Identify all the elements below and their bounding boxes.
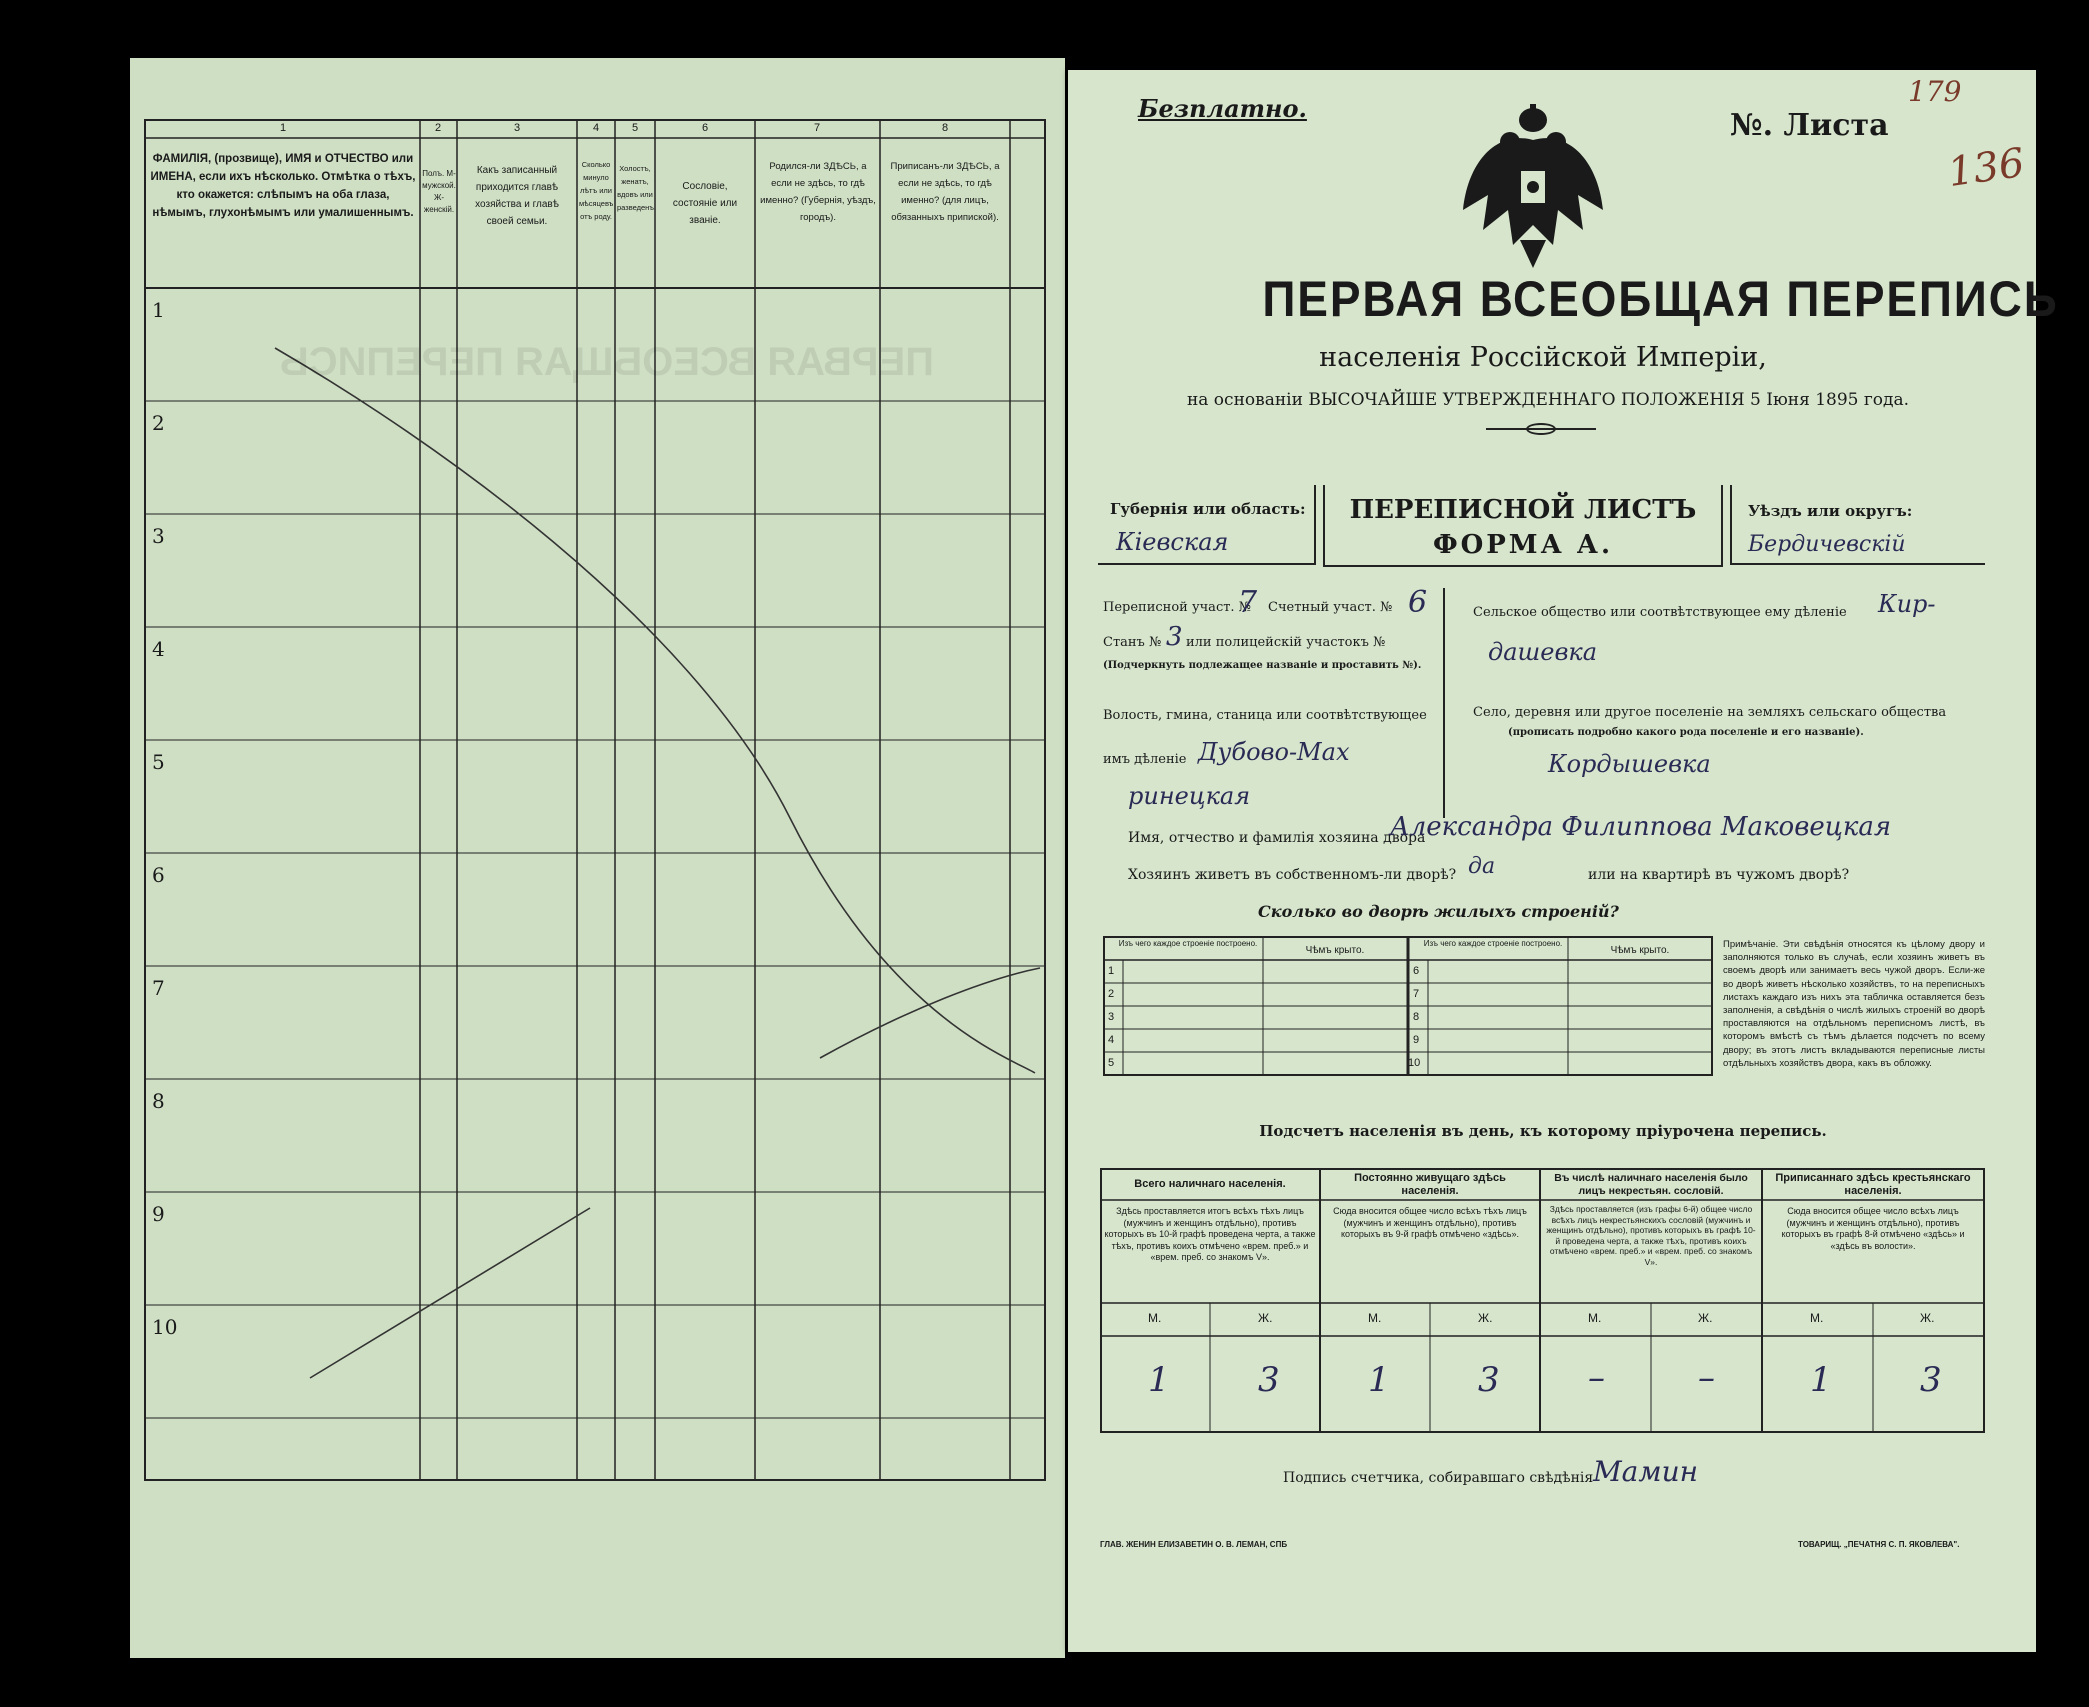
col-header-marital: Холостъ, женатъ, вдовъ или разведенъ. [617,164,657,212]
bt-head-material: Изъ чего каждое строеніе построено. [1423,939,1563,948]
col-number: 4 [593,122,600,134]
count-m-value: 1 [1810,1360,1832,1400]
page-title: ПЕРВАЯ ВСЕОБЩАЯ ПЕРЕПИСЬ [1262,271,2059,327]
col-header-estate: Сословіе, состояніе или званіе. [672,181,738,226]
col-header-name: ФАМИЛІЯ, (прозвище), ИМЯ и ОТЧЕСТВО или ИМЕНА, если ихъ нѣсколько. Отмѣтка о тѣхъ, кто окажется: слѣпымъ на оба глаза, нѣмымъ, глухонѣмымъ или умалишеннымъ. [150,153,416,219]
right-page [1068,70,2059,1652]
volost-label-2: имъ дѣленіе [1103,752,1187,767]
uezd-value: Бердичевскій [1748,532,1906,557]
printer-left: ГЛАВ. ЖЕНИН ЕЛИЗАВЕТИН О. В. ЛЕМАН, СПБ [1100,1540,1288,1549]
col-number: 5 [632,122,639,134]
lives-value: да [1468,854,1496,879]
col-header-age: Сколько минуло лѣтъ или мѣсяцевъ отъ роду. [579,160,614,221]
guberniya-value: Кіевская [1116,528,1229,556]
stan-note: (Подчеркнуть подлежащее названіе и проставить №). [1103,660,1422,671]
row-number: 8 [152,1089,165,1113]
owner-value: Александра Филиппова Маковецкая [1390,812,1892,842]
col-number: 8 [942,122,949,134]
signature-label: Подпись счетчика, собиравшаго свѣдѣнія [1283,1470,1594,1486]
count-m-value: 1 [1148,1360,1170,1400]
bt-row-number: 6 [1413,965,1420,977]
buildings-table [1103,936,1713,1076]
left-table-grid [130,58,1065,1658]
sheet-number-hand: 179 [1908,75,1962,108]
bt-head-roof: Чѣмъ крыто. [1610,945,1670,956]
bt-row-number: 4 [1108,1034,1115,1046]
bt-head-material: Изъ чего каждое строеніе построено. [1118,939,1258,948]
guberniya-label: Губернія или область: [1110,500,1306,518]
bt-row-number: 8 [1413,1011,1420,1023]
info-divider [1443,588,1445,818]
row-number: 4 [152,637,165,661]
count-head: Въ числѣ наличнаго населенія было лицъ некрестьян. сословій. [1554,1172,1748,1197]
left-page [130,58,1065,1658]
bleed-through-text: ПЕРВАЯ ВСЕОБЩАЯ ПЕРЕПИСЬ [280,340,934,384]
stan-label: Станъ № [1103,635,1162,650]
row-number: 3 [152,524,165,548]
imperial-eagle-emblem [1458,100,1608,270]
col-header-relation: Какъ записанный приходится главѣ хозяйства и главѣ своей семьи. [475,165,559,227]
count-m-label: М. [1148,1311,1162,1325]
count-zh-label: Ж. [1920,1311,1935,1325]
count-zh-label: Ж. [1698,1311,1713,1325]
bt-row-number: 2 [1108,988,1115,1000]
uchastok-value: 7 [1238,585,1258,620]
bt-head-roof: Чѣмъ крыто. [1305,945,1365,956]
row-number: 1 [152,298,165,322]
count-zh-value: 3 [1478,1360,1500,1400]
bt-row-number: 3 [1108,1011,1115,1023]
sheet-label: №. Листа [1730,108,1889,143]
signature-value: Мамин [1593,1455,1699,1488]
col-number: 7 [814,122,821,134]
count-m-value: – [1588,1358,1605,1398]
row-number: 5 [152,750,165,774]
row-number: 2 [152,411,165,435]
selo-label: Село, деревня или другое поселеніе на земляхъ сельскаго общества [1473,705,1947,720]
schetny-value: 6 [1408,585,1428,620]
buildings-label: Сколько во дворѣ жилыхъ строеній? [1258,902,1619,921]
uchastok-label: Переписной участ. № [1103,600,1251,615]
col-number: 6 [702,122,709,134]
count-m-label: М. [1588,1311,1602,1325]
count-desc: Здѣсь проставляется (изъ графы 6-й) общее число всѣхъ лицъ некрестьянскихъ сословій (мужчинъ и женщинъ отдѣльно), противъ которыхъ въ графѣ 10-й проведена черта, а также тѣхъ, противъ коихъ отмѣчено «врем. преб.» и «врем. преб. со знакомъ V». [1546,1204,1756,1267]
count-m-value: 1 [1368,1360,1390,1400]
ornament-divider [1526,423,1556,435]
count-zh-label: Ж. [1258,1311,1273,1325]
row-number: 9 [152,1202,165,1226]
buildings-note: Примѣчаніе. Эти свѣдѣнія относятся къ цѣлому двору и заполняются только въ случаѣ, если хозяинъ живетъ въ своемъ дворѣ или занимаетъ весь чужой дворъ. Если-же во дворѣ живетъ нѣсколько хозяйствъ, то на переписныхъ листахъ каждаго изъ нихъ эта табличка оставляется безъ заполненія, а свѣдѣнія о числѣ жилыхъ строеній во дворѣ проставляются на отдѣльномъ переписномъ листѣ, въ которомъ вмѣстѣ съ тѣмъ дѣлается подсчетъ по всему двору; въ этотъ листъ вкладываются переписные листы отдѣльныхъ хозяйствъ двора, какъ въ обложку. [1723,939,1985,1069]
schetny-label: Счетный участ. № [1268,600,1393,615]
owner-label: Имя, отчество и фамилія хозяина двора [1128,830,1426,846]
sheet-number-hand-2: 136 [1945,139,2028,197]
volost-value: Дубово-Мах [1198,738,1350,766]
col-number: 1 [280,122,287,134]
bt-row-number: 7 [1413,988,1420,1000]
printer-right: ТОВАРИЩ. „ПЕЧАТНЯ С. П. ЯКОВЛЕВА". [1798,1540,1960,1549]
selskoe-value-2: дашевка [1488,638,1598,666]
count-desc: Здѣсь проставляется итогъ всѣхъ тѣхъ лицъ (мужчинъ и женщинъ отдѣльно), противъ которыхъ въ 10-й графѣ проведена черта, а также тѣхъ, противъ коихъ отмѣчено «врем. преб.» и «врем. преб. со знакомъ V». [1104,1206,1316,1262]
count-title: Подсчетъ населенія въ день, къ которому пріурочена перепись. [1259,1122,1827,1140]
count-head: Всего наличнаго населенія. [1134,1178,1286,1190]
col-header-birthplace: Родился-ли ЗДѢСЬ, а если не здѣсь, то гдѣ именно? (Губернія, уѣздъ, городъ). [760,161,876,223]
count-zh-value: – [1698,1358,1715,1398]
lives-rest: или на квартирѣ въ чужомъ дворѣ? [1588,867,1850,883]
page-basis: на основаніи ВЫСОЧАЙШЕ УТВЕРЖДЕННАГО ПОЛОЖЕНІЯ 5 Іюня 1895 года. [1186,390,1910,410]
col-number: 2 [435,122,442,134]
stan-value: 3 [1166,622,1183,652]
page-subtitle: населенія Россійской Имперіи, [1319,342,1767,373]
selskoe-label: Сельское общество или соотвѣтствующее ему дѣленіе [1473,605,1847,620]
bt-row-number: 5 [1108,1057,1115,1069]
count-head: Постоянно живущаго здѣсь населенія. [1354,1172,1506,1197]
volost-label: Волость, гмина, станица или соотвѣтствующее [1103,708,1427,723]
selskoe-value: Кир- [1878,590,1936,618]
volost-value-2: ринецкая [1128,782,1251,810]
count-desc: Сюда вносится общее число всѣхъ тѣхъ лицъ (мужчинъ и женщинъ отдѣльно), противъ которыхъ въ 9-й графѣ отмѣчено «здѣсь». [1333,1206,1527,1239]
form-title-1: ПЕРЕПИСНОЙ ЛИСТЪ [1349,495,1697,525]
row-number: 6 [152,863,165,887]
col-header-registered: Приписанъ-ли ЗДѢСЬ, а если не здѣсь, то гдѣ именно? (для лицъ, обязанныхъ припиской). [890,161,1000,223]
count-m-label: М. [1368,1311,1382,1325]
selo-note: (прописать подробно какого рода поселеніе и его названіе). [1508,727,1864,738]
cancel-stroke [310,1208,590,1378]
uezd-label: Уѣздъ или округъ: [1748,502,1913,520]
count-desc: Сюда вносится общее число всѣхъ лицъ (мужчинъ и женщинъ отдѣльно), противъ которыхъ въ графѣ 8-й отмѣчено «здѣсь» и «здѣсь въ волости». [1781,1206,1965,1251]
count-zh-label: Ж. [1478,1311,1493,1325]
row-number: 10 [152,1315,178,1339]
form-title-2: ФОРМА А. [1432,530,1614,560]
count-head: Приписаннаго здѣсь крестьянскаго населенія. [1775,1172,1971,1197]
row-number: 7 [152,976,165,1000]
bt-row-number: 1 [1108,965,1115,977]
lives-label: Хозяинъ живетъ въ собственномъ-ли дворѣ? [1128,867,1457,883]
bt-row-number: 9 [1413,1034,1420,1046]
cancel-stroke [820,968,1040,1058]
col-number: 3 [514,122,521,134]
free-label: Безплатно. [1138,94,1307,123]
stan-rest: или полицейскій участокъ № [1186,635,1386,650]
bt-row-number: 10 [1408,1057,1421,1069]
count-m-label: М. [1810,1311,1824,1325]
selo-value: Кордышевка [1548,750,1711,778]
col-header-sex: Полъ. М-мужской. Ж-женскій. [422,169,456,214]
count-zh-value: 3 [1258,1360,1280,1400]
count-zh-value: 3 [1920,1360,1942,1400]
